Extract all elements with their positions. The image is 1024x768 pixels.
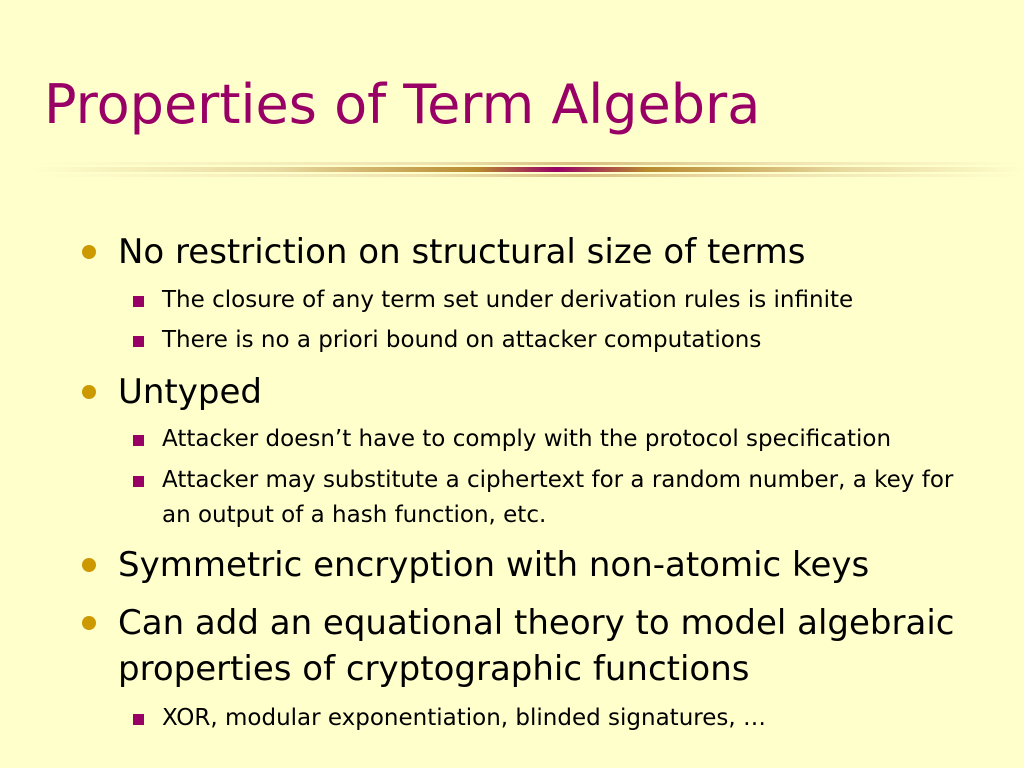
- sub-bullet-item: [162, 422, 982, 457]
- sub-bullet-item: [162, 701, 982, 736]
- sub-bullet-item: [162, 463, 962, 533]
- bullet-dot-icon: [82, 558, 96, 572]
- bullet-item: [118, 229, 998, 275]
- sub-bullet-item: [162, 283, 982, 318]
- bullet-item: [118, 369, 998, 415]
- bullet-dot-icon: [82, 616, 96, 630]
- sub-bullet-text: There is no a priori bound on attacker computations: [162, 327, 762, 353]
- sub-bullet-text: The closure of any term set under derivation rules is infinite: [162, 287, 854, 313]
- sub-bullet-text: Attacker doesn’t have to comply with the protocol specification: [162, 426, 892, 452]
- bullet-dot-icon: [82, 385, 96, 399]
- bullet-square-icon: [133, 476, 144, 487]
- sub-bullet-text: Attacker may substitute a ciphertext for a random number, a key for an output of a hash function, etc.: [162, 467, 954, 528]
- bullet-text: Can add an equational theory to model algebraic properties of cryptographic functions: [118, 603, 955, 689]
- bullet-square-icon: [133, 296, 144, 307]
- sub-bullet-text: XOR, modular exponentiation, blinded signatures, …: [162, 705, 766, 731]
- title-divider: [30, 162, 1024, 178]
- bullet-dot-icon: [82, 245, 96, 259]
- bullet-square-icon: [133, 714, 144, 725]
- slide-title: Properties of Term Algebra: [44, 73, 761, 136]
- bullet-text: Symmetric encryption with non-atomic keys: [118, 545, 870, 585]
- bullet-item: [118, 542, 998, 588]
- sub-bullet-item: [162, 323, 982, 358]
- bullet-square-icon: [133, 435, 144, 446]
- bullet-item: [118, 600, 978, 692]
- bullet-text: No restriction on structural size of terms: [118, 232, 806, 272]
- bullet-text: Untyped: [118, 372, 262, 412]
- bullet-square-icon: [133, 336, 144, 347]
